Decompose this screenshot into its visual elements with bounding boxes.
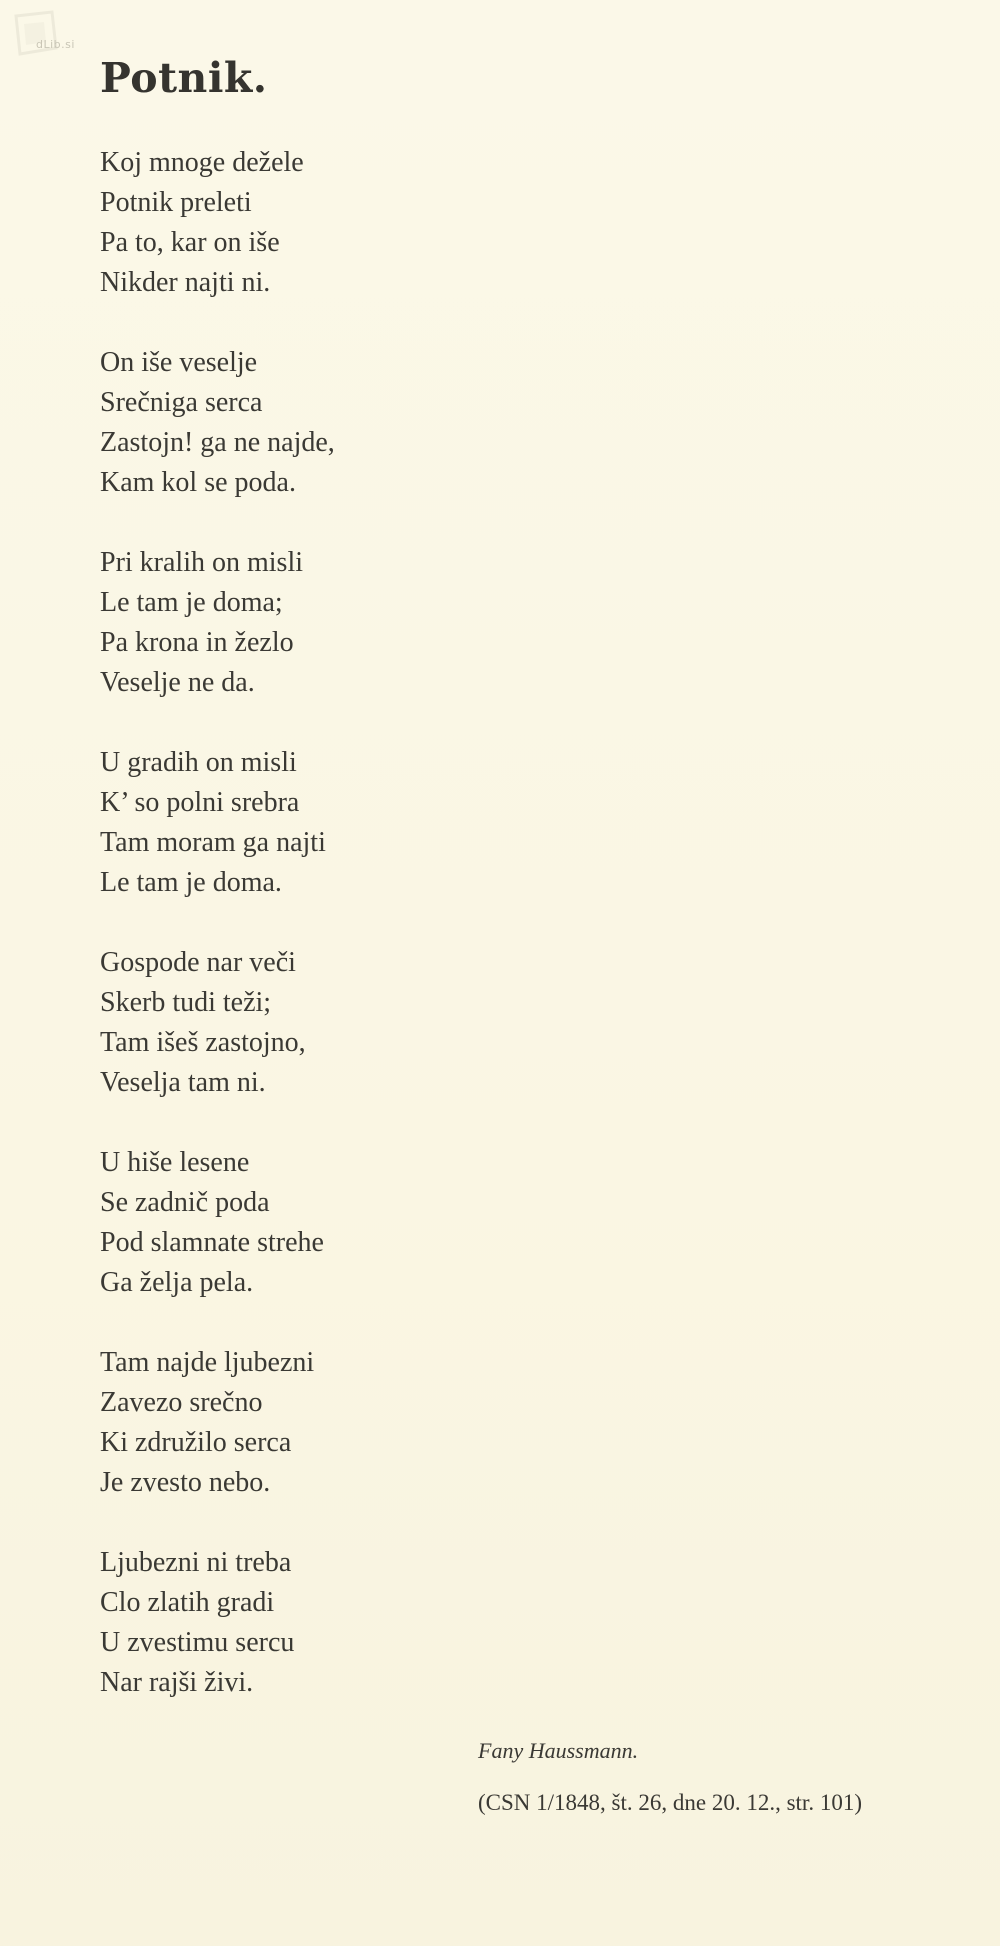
poem-line: Le tam je doma; — [100, 587, 283, 618]
watermark-text: dLib.si — [36, 38, 75, 51]
poem-line: Ki združilo serca — [100, 1427, 292, 1458]
poem-line: Pa to, kar on iše — [100, 227, 280, 258]
stanza-7 — [100, 1343, 600, 1503]
poem-line: Zastojn! ga ne najde, — [100, 427, 335, 458]
poem-line: K’ so polni srebra — [100, 787, 300, 818]
poem-line: Tam moram ga najti — [100, 827, 326, 858]
poem-line: Gospode nar veči — [100, 947, 296, 978]
poem-line: U hiše lesene — [100, 1147, 250, 1178]
poem-line: Zavezo srečno — [100, 1387, 263, 1418]
poem-line: Nikder najti ni. — [100, 267, 271, 298]
poem-author: Fany Haussmann. — [478, 1738, 639, 1763]
poem-line: Le tam je doma. — [100, 867, 282, 898]
stanza-8 — [100, 1543, 600, 1703]
poem-line: Pod slamnate strehe — [100, 1227, 324, 1258]
poem-line: On iše veselje — [100, 347, 258, 378]
poem-line: Ljubezni ni treba — [100, 1547, 292, 1578]
stanza-3 — [100, 543, 600, 703]
stanza-4 — [100, 743, 600, 903]
poem-body — [100, 143, 600, 1743]
poem-title: Potnik. — [100, 54, 268, 102]
poem-line: Je zvesto nebo. — [100, 1467, 271, 1498]
poem-line: Tam najde ljubezni — [100, 1347, 315, 1378]
stanza-1 — [100, 143, 600, 303]
poem-line: Pa krona in žezlo — [100, 627, 294, 658]
poem-line: Pri kralih on misli — [100, 547, 303, 578]
stanza-6 — [100, 1143, 600, 1303]
poem-line: U gradih on misli — [100, 747, 297, 778]
poem-line: Koj mnoge dežele — [100, 147, 304, 178]
poem-line: Veselje ne da. — [100, 667, 255, 698]
poem-line: Nar rajši živi. — [100, 1667, 254, 1698]
poem-line: Se zadnič poda — [100, 1187, 270, 1218]
poem-line: Skerb tudi teži; — [100, 987, 272, 1018]
poem-line: Ga želja pela. — [100, 1267, 254, 1298]
poem-source-citation: (CSN 1/1848, št. 26, dne 20. 12., str. 101) — [478, 1790, 862, 1815]
stanza-2 — [100, 343, 600, 503]
poem-line: Kam kol se poda. — [100, 467, 296, 498]
poem-line: Clo zlatih gradi — [100, 1587, 275, 1618]
poem-line: U zvestimu sercu — [100, 1627, 295, 1658]
stanza-5 — [100, 943, 600, 1103]
poem-line: Potnik preleti — [100, 187, 252, 218]
poem-line: Tam išeš zastojno, — [100, 1027, 306, 1058]
poem-line: Veselja tam ni. — [100, 1067, 266, 1098]
poem-line: Srečniga serca — [100, 387, 263, 418]
